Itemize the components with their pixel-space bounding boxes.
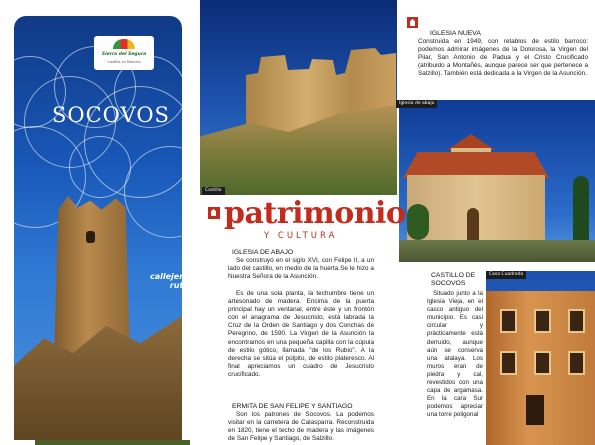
cover-subtitle-line2: rutas [169, 281, 194, 290]
sierra-del-segura-logo [94, 36, 154, 70]
castillo-heading [431, 272, 475, 288]
church-caption: Iglesia de abajo [396, 100, 437, 108]
iglesia-nueva-text: Construida en 1949, con retablos de estilo barroco: podemos admirar imágenes de la Dolorosa, la Virgen del Pilar, San Antonio de Padua y el Cristo Crucificado (atribuido a Montañés, aunque parece ser que pertenece a Salzillo). También está dedicada a la Virgen de la Asunción. [418, 38, 588, 78]
iglesia-abajo-heading: IGLESIA DE ABAJO [232, 249, 294, 256]
cover-panel [0, 0, 192, 445]
church-photo [399, 100, 595, 262]
iglesia-nueva-heading: IGLESIA NUEVA [430, 30, 481, 37]
castillo-heading-line2: SOCOVOS [431, 280, 466, 287]
rocky-hill-image [14, 316, 182, 440]
castillo-heading-line1: CASTILLO DE [431, 272, 476, 279]
ermita-heading: ERMITA DE SAN FELIPE Y SANTIAGO [232, 403, 353, 410]
castle-caption: Castillo [202, 187, 225, 195]
cover-subtitle [150, 272, 193, 290]
logo-subtext: Castilla-La Mancha [107, 60, 141, 64]
church-ground [399, 240, 595, 262]
castillo-text: Situado junto a la Iglesia Vieja, en el casco antiguo del municipio. Es casi circular y prácticamente está derruido, aunque aún se conserva una atalaya. Los muros eran de piedra y cal, revestidos con una capa de argamasa. En la cara Sur podemos apreciar una torre poligonal [427, 290, 483, 419]
house-photo [486, 271, 595, 445]
house-door [526, 395, 544, 425]
section-title: patrimonio [224, 196, 406, 231]
bottom-photo-strip [35, 440, 190, 445]
iglesia-abajo-text-1: Se construyó en el siglo XVI, con Felipe II, a un lado del castillo, en medio de la huerta.Se le hizo a Nuestra Señora de la Asunción. [228, 257, 374, 281]
house-caption: Casa Cuadrada [486, 271, 526, 279]
tower-window [86, 231, 95, 243]
church-marker-icon [407, 17, 418, 28]
cover-photo [14, 16, 194, 440]
section-subtitle: Y CULTURA [264, 231, 338, 241]
iglesia-abajo-text-2: Es de una sola planta, la techumbre tiene un artesonado de madera. Encima de la puerta principal hay un ventanal, entre éste y un frontón con el anagrama de Jesucristo, está labrada la Cruz de la Orden de Santiago y dos Conchas de Peregrino, de 1590. La Virgen de la Asunción la encontramos en una pequeña capilla con la cúpula de estilo gótico, llamada "de los Rubio". A la derecha se sitúa el púlpito, de estilo plateresco. Al final apreciamos un cuadro de Jesucristo crucificado. [228, 290, 374, 378]
cover-title: SOCOVOS [52, 103, 170, 127]
castle-photo [200, 0, 397, 195]
logo-text: Sierra del Segura [101, 52, 147, 57]
patrimonio-marker-icon [208, 207, 220, 219]
ermita-text: Son los patrones de Socovos. La podemos visitar en la carretera de Calasparra. Reconstruida en 1820, tiene el techo de madera y las imágenes de San Felipe y Santiago, de Salzillo. [228, 411, 374, 443]
tree-image [407, 204, 429, 240]
logo-mark-icon [113, 39, 135, 49]
cover-subtitle-line1: callejeros [150, 272, 194, 281]
cypress-tree-image [573, 176, 589, 242]
church-door [467, 208, 479, 240]
